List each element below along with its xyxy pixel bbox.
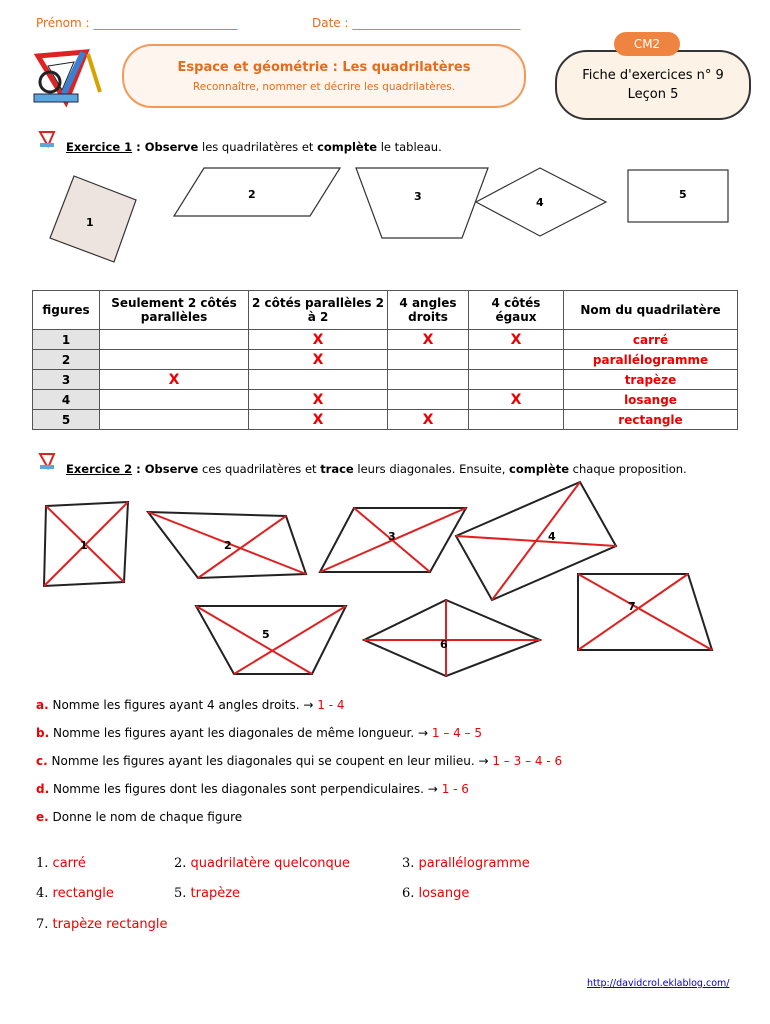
question-a: a. Nomme les figures ayant 4 angles droits. → 1 - 4 xyxy=(36,698,345,712)
name-item-1: 1. carré xyxy=(36,856,86,871)
ex2-shape7-right-trapezoid xyxy=(578,574,712,650)
exercise2-instruction: Exercice 2 : Observe ces quadrilatères et trace leurs diagonales. Ensuite, complète chaque proposition. xyxy=(66,462,687,476)
exercise-icon xyxy=(38,130,58,148)
answer-d[interactable]: 1 - 6 xyxy=(441,782,469,796)
shape-label-4: 4 xyxy=(536,196,544,209)
table-row: 4 X X losange xyxy=(33,390,738,410)
name-item-2: 2. quadrilatère quelconque xyxy=(174,856,351,871)
ex2-label-3: 3 xyxy=(388,530,396,543)
page-subtitle: Reconnaître, nommer et décrire les quadrilatères. xyxy=(192,81,456,93)
col-header-right-angles: 4 angles droits xyxy=(388,291,469,330)
exercise-icon xyxy=(38,452,58,470)
name-item-3: 3. parallélogramme xyxy=(402,856,530,871)
name-item-7: 7. trapèze rectangle xyxy=(36,917,168,932)
level-badge: CM2 xyxy=(614,32,680,56)
ex2-label-2: 2 xyxy=(224,539,232,552)
name-item-4: 4. rectangle xyxy=(36,886,114,901)
name-item-5: 5. trapèze xyxy=(174,886,241,901)
ex2-shape6-rhombus xyxy=(364,600,540,676)
col-header-figures: figures xyxy=(33,291,100,330)
col-header-equal-sides: 4 côtés égaux xyxy=(469,291,564,330)
shape-label-3: 3 xyxy=(414,190,422,203)
question-c: c. Nomme les figures ayant les diagonales qui se coupent en leur milieu. → 1 – 3 – 4 - 6 xyxy=(36,754,563,768)
col-header-parallel-pairs: 2 côtés parallèles 2 à 2 xyxy=(249,291,388,330)
question-b: b. Nomme les figures ayant les diagonales de même longueur. → 1 – 4 – 5 xyxy=(36,726,483,740)
question-e: e. Donne le nom de chaque figure xyxy=(36,810,243,824)
answer-b[interactable]: 1 – 4 – 5 xyxy=(431,726,483,740)
table-row: 3 X trapèze xyxy=(33,370,738,390)
exercise2-shapes xyxy=(0,478,770,683)
table-row: 1 X X X carré xyxy=(33,330,738,350)
shape5-rectangle xyxy=(628,170,728,222)
prenom-field[interactable]: Prénom : ________________________ xyxy=(36,16,238,30)
ex2-label-5: 5 xyxy=(262,628,270,641)
ex2-label-7: 7 xyxy=(628,600,636,613)
table-row: 5 X X rectangle xyxy=(33,410,738,430)
table-row: 2 X parallélogramme xyxy=(33,350,738,370)
fiche-box xyxy=(555,50,751,120)
title-banner xyxy=(122,44,526,108)
answer-c[interactable]: 1 – 3 – 4 - 6 xyxy=(492,754,563,768)
col-header-2-parallel: Seulement 2 côtés parallèles xyxy=(100,291,249,330)
footer-link[interactable]: http://davidcrol.eklablog.com/ xyxy=(587,978,730,989)
exercise1-shapes xyxy=(30,160,750,275)
lecon-number: Leçon 5 xyxy=(627,87,679,102)
question-d: d. Nomme les figures dont les diagonales sont perpendiculaires. → 1 - 6 xyxy=(36,782,469,796)
properties-table xyxy=(32,290,738,430)
ex2-label-6: 6 xyxy=(440,638,448,651)
ex2-label-4: 4 xyxy=(548,530,556,543)
shape-label-2: 2 xyxy=(248,188,256,201)
name-item-6: 6. losange xyxy=(402,886,470,901)
exercise1-instruction: Exercice 1 : Observe les quadrilatères et complète le tableau. xyxy=(66,140,442,154)
shape3-trapezoid xyxy=(356,168,488,238)
shape-label-5: 5 xyxy=(679,188,687,201)
shape-label-1: 1 xyxy=(86,216,94,229)
geometry-tools-logo xyxy=(26,44,108,108)
answer-a[interactable]: 1 - 4 xyxy=(317,698,345,712)
fiche-number: Fiche d'exercices n° 9 xyxy=(582,68,724,83)
table-header-row xyxy=(33,291,738,330)
ex2-shape5-trapezoid xyxy=(196,606,346,674)
date-field[interactable]: Date : ____________________________ xyxy=(312,16,521,30)
page-title: Espace et géométrie : Les quadrilatères xyxy=(177,60,471,75)
col-header-name: Nom du quadrilatère xyxy=(564,291,738,330)
shape2-parallelogram xyxy=(174,168,340,216)
ex2-label-1: 1 xyxy=(80,539,88,552)
